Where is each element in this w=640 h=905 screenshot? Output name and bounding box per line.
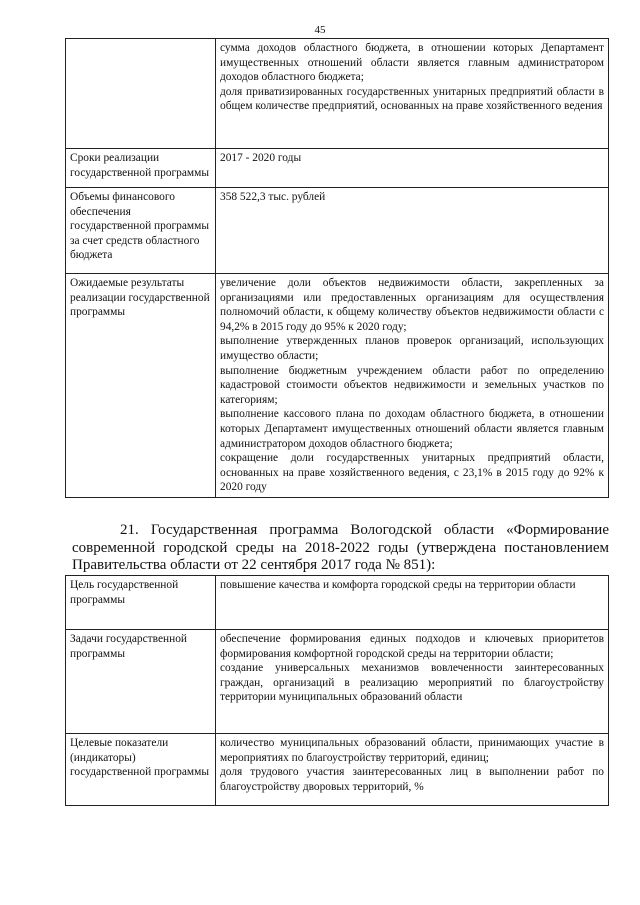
row-label: Задачи государственной программы bbox=[66, 630, 216, 734]
value-paragraph: выполнение утвержденных планов проверок организаций, использующих имущество области; bbox=[220, 335, 604, 362]
row-label: Цель государственной программы bbox=[66, 576, 216, 630]
value-paragraph: доля приватизированных государственных унитарных предприятий области в общем количестве предприятий, основанных на праве хозяйственного ведения bbox=[220, 85, 604, 113]
value-paragraph: обеспечение формирования единых подходов и ключевых приоритетов формирования комфортной городской среды на территории области; bbox=[220, 633, 604, 660]
value-paragraph: количество муниципальных образований области, принимающих участие в мероприятиях по благоустройству территорий, единиц; bbox=[220, 737, 604, 764]
row-label bbox=[66, 39, 216, 149]
page-number: 45 bbox=[314, 24, 326, 36]
program-passport-table bbox=[65, 575, 609, 806]
table-row-target-indicators bbox=[66, 734, 609, 806]
row-value bbox=[216, 576, 609, 630]
row-value bbox=[216, 39, 609, 149]
value-paragraph: выполнение кассового плана по доходам областного бюджета, в отношении которых Департамент имущественных отношений области является главным администратором доходов областного бюджета; bbox=[220, 408, 604, 450]
program-passport-table-continued bbox=[65, 38, 609, 498]
row-value bbox=[216, 274, 609, 498]
row-label: Ожидаемые результаты реализации государственной программы bbox=[66, 274, 216, 498]
table-row-indicators-continued bbox=[66, 39, 609, 149]
value-paragraph: 2017 - 2020 годы bbox=[220, 152, 302, 164]
value-paragraph: увеличение доли объектов недвижимости области, закрепленных за организациями или предоставленных организациям для осуществления полномочий области, к общему количеству объектов недвижимости области с 94,2% в 2015 году до 95% к 2020 году; bbox=[220, 277, 604, 333]
row-value bbox=[216, 188, 609, 274]
table-row-expected-results bbox=[66, 274, 609, 498]
row-value bbox=[216, 734, 609, 806]
section-heading: 21. Государственная программа Вологодской области «Формирование современной городской среды на 2018-2022 годы (утверждена постановлением Правительства области от 22 сентября 2017 года № 851): bbox=[72, 522, 609, 574]
row-label: Целевые показатели (индикаторы) государственной программы bbox=[66, 734, 216, 806]
value-paragraph: создание универсальных механизмов вовлеченности заинтересованных граждан, организаций в реализацию мероприятий по благоустройству территории муниципальных образований области bbox=[220, 662, 604, 704]
table-row-program-goal bbox=[66, 576, 609, 630]
value-paragraph: доля трудового участия заинтересованных лиц в выполнении работ по благоустройству дворовых территорий, % bbox=[220, 766, 604, 793]
value-paragraph: повышение качества и комфорта городской среды на территории области bbox=[220, 579, 576, 591]
table-row-funding-volume bbox=[66, 188, 609, 274]
row-value bbox=[216, 630, 609, 734]
table-row-program-tasks bbox=[66, 630, 609, 734]
value-paragraph: сокращение доли государственных унитарных предприятий области, основанных на праве хозяйственного ведения, с 23,1% в 2015 году до 92% к 2020 году bbox=[220, 452, 604, 494]
value-paragraph: сумма доходов областного бюджета, в отношении которых Департамент имущественных отношений области является главным администратором доходов областного бюджета; bbox=[220, 42, 604, 84]
row-label: Сроки реализации государственной программы bbox=[66, 149, 216, 188]
row-value bbox=[216, 149, 609, 188]
value-paragraph: выполнение бюджетным учреждением области работ по определению кадастровой стоимости объектов недвижимости и земельных участков по категориям; bbox=[220, 364, 604, 406]
row-label: Объемы финансового обеспечения государственной программы за счет средств областного бюджета bbox=[66, 188, 216, 274]
table-row-implementation-period bbox=[66, 149, 609, 188]
value-paragraph: 358 522,3 тыс. рублей bbox=[220, 191, 326, 203]
